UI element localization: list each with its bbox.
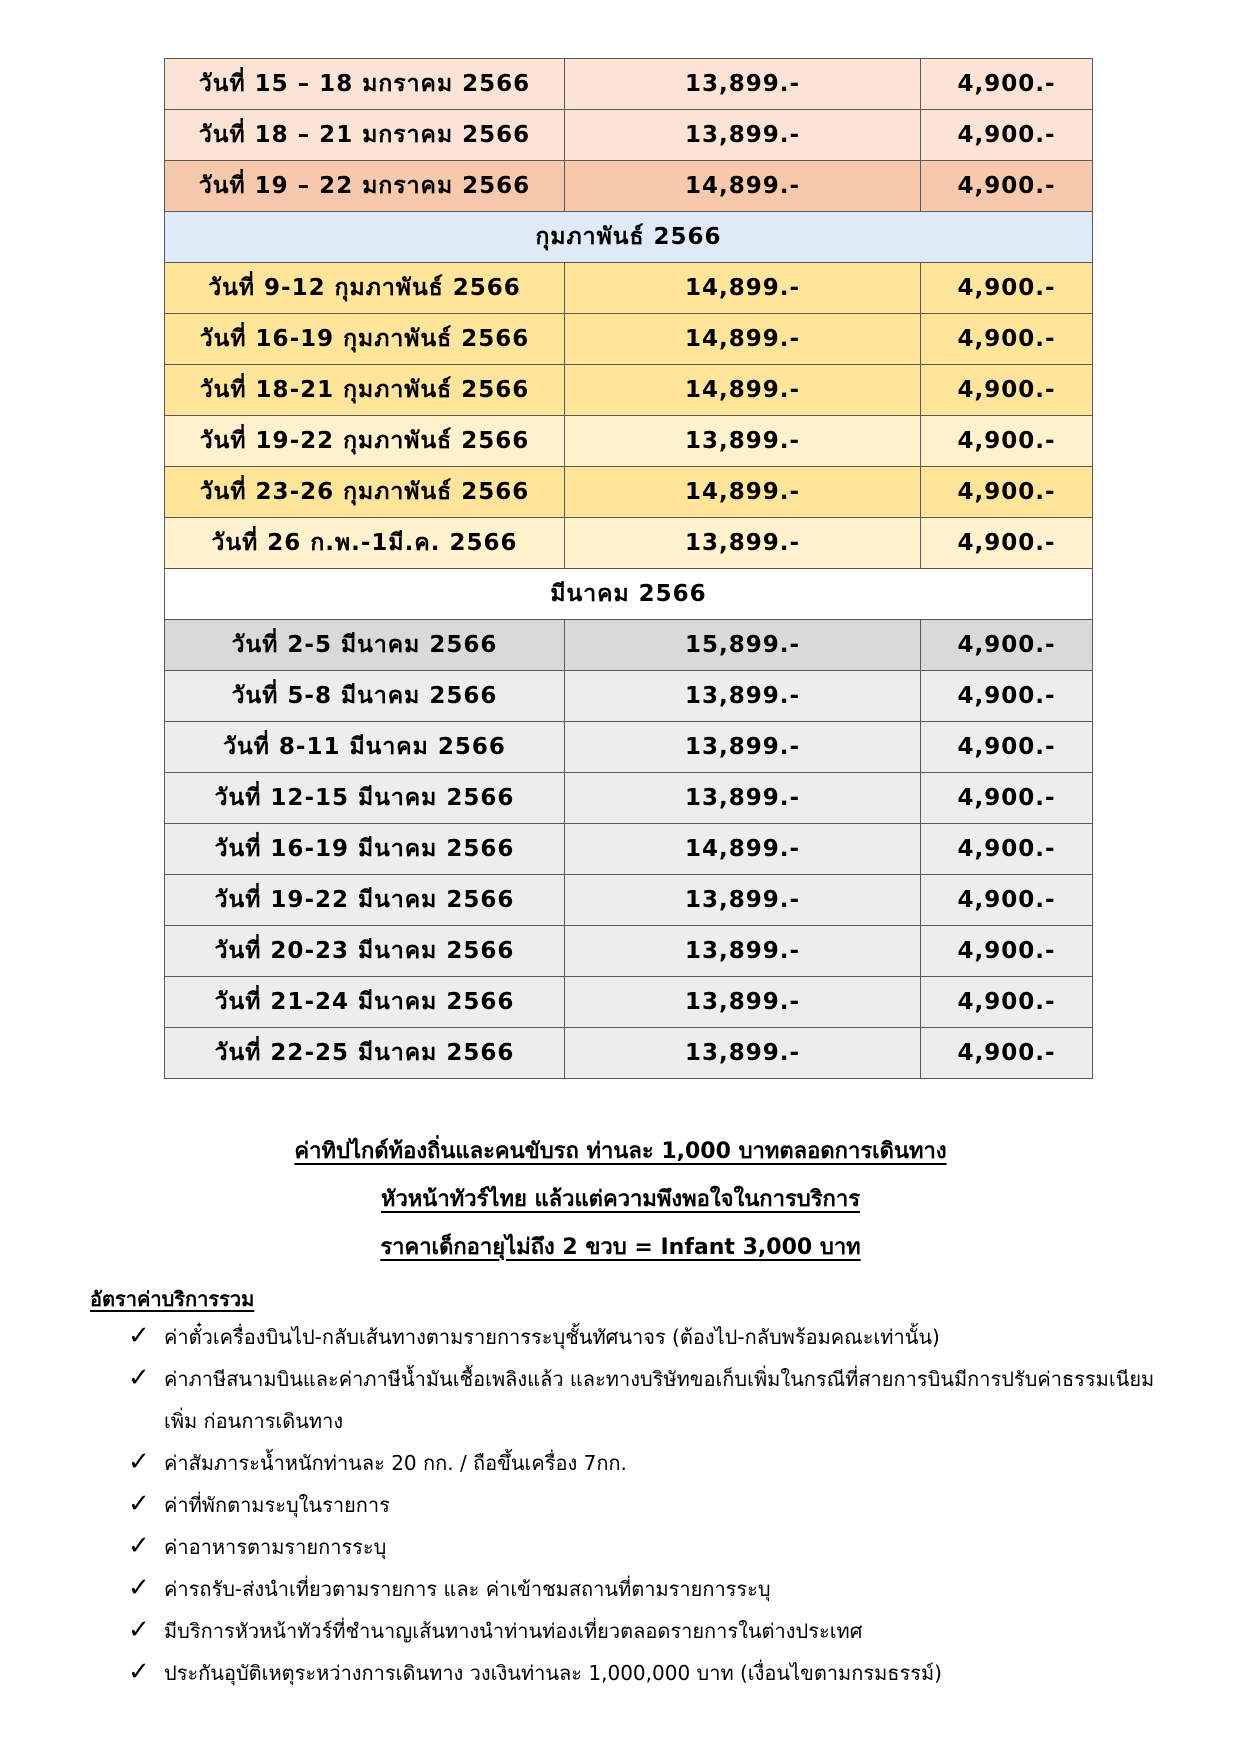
table-row (165, 620, 1093, 671)
list-item: ✓ ประกันอุบัติเหตุระหว่างการเดินทาง วงเงินท่านละ 1,000,000 บาท (เงื่อนไขตามกรมธรรม์) (128, 1652, 1168, 1694)
extra-cell: 4,900.- (921, 263, 1093, 314)
tour-leader-note: หัวหน้าทัวร์ไทย แล้วแต่ความพึงพอใจในการบริการ (380, 1187, 861, 1212)
infant-price-note: ราคาเด็กอายุไม่ถึง 2 ขวบ = Infant 3,000 บาท (380, 1235, 861, 1260)
date-cell: วันที่ 8-11 มีนาคม 2566 (165, 722, 565, 773)
date-cell: วันที่ 19-22 มีนาคม 2566 (165, 875, 565, 926)
extra-cell: 4,900.- (921, 620, 1093, 671)
includes-heading: อัตราค่าบริการรวม (90, 1287, 255, 1311)
table-row (165, 722, 1093, 773)
month-header-row (165, 212, 1093, 263)
date-cell: วันที่ 12-15 มีนาคม 2566 (165, 773, 565, 824)
extra-cell: 4,900.- (921, 467, 1093, 518)
check-icon: ✓ (128, 1447, 150, 1477)
price-cell: 13,899.- (565, 518, 921, 569)
extra-cell: 4,900.- (921, 773, 1093, 824)
table-row (165, 977, 1093, 1028)
table-row (165, 926, 1093, 977)
check-icon: ✓ (128, 1363, 150, 1393)
table-row (165, 365, 1093, 416)
date-cell: วันที่ 9-12 กุมภาพันธ์ 2566 (165, 263, 565, 314)
date-cell: วันที่ 15 – 18 มกราคม 2566 (165, 59, 565, 110)
table-row (165, 1028, 1093, 1079)
extra-cell: 4,900.- (921, 671, 1093, 722)
date-cell: วันที่ 5-8 มีนาคม 2566 (165, 671, 565, 722)
check-icon: ✓ (128, 1531, 150, 1561)
price-cell: 15,899.- (565, 620, 921, 671)
price-cell: 14,899.- (565, 314, 921, 365)
list-item: ✓ ค่ารถรับ-ส่งนำเที่ยวตามรายการ และ ค่าเข้าชมสถานที่ตามรายการระบุ (128, 1568, 1168, 1610)
month-header: กุมภาพันธ์ 2566 (165, 212, 1093, 263)
extra-cell: 4,900.- (921, 722, 1093, 773)
date-cell: วันที่ 19-22 กุมภาพันธ์ 2566 (165, 416, 565, 467)
date-cell: วันที่ 21-24 มีนาคม 2566 (165, 977, 565, 1028)
extra-cell: 4,900.- (921, 59, 1093, 110)
price-cell: 14,899.- (565, 263, 921, 314)
price-cell: 14,899.- (565, 824, 921, 875)
extra-cell: 4,900.- (921, 977, 1093, 1028)
extra-cell: 4,900.- (921, 1028, 1093, 1079)
extra-cell: 4,900.- (921, 110, 1093, 161)
price-cell: 13,899.- (565, 875, 921, 926)
price-cell: 13,899.- (565, 722, 921, 773)
price-table-body (165, 59, 1093, 1079)
extra-cell: 4,900.- (921, 926, 1093, 977)
price-cell: 13,899.- (565, 926, 921, 977)
date-cell: วันที่ 19 – 22 มกราคม 2566 (165, 161, 565, 212)
table-row (165, 263, 1093, 314)
price-cell: 13,899.- (565, 1028, 921, 1079)
table-row (165, 671, 1093, 722)
price-cell: 13,899.- (565, 416, 921, 467)
date-cell: วันที่ 18-21 กุมภาพันธ์ 2566 (165, 365, 565, 416)
list-item: ✓ ค่าอาหารตามรายการระบุ (128, 1526, 1168, 1568)
table-row (165, 467, 1093, 518)
date-cell: วันที่ 20-23 มีนาคม 2566 (165, 926, 565, 977)
table-row (165, 110, 1093, 161)
list-item: ✓ ค่าสัมภาระน้ำหนักท่านละ 20 กก. / ถือขึ้นเครื่อง 7กก. (128, 1442, 1168, 1484)
extra-cell: 4,900.- (921, 365, 1093, 416)
table-row (165, 161, 1093, 212)
date-cell: วันที่ 22-25 มีนาคม 2566 (165, 1028, 565, 1079)
extra-cell: 4,900.- (921, 161, 1093, 212)
price-table (164, 58, 1093, 1079)
table-row (165, 875, 1093, 926)
extra-cell: 4,900.- (921, 518, 1093, 569)
table-row (165, 824, 1093, 875)
price-cell: 13,899.- (565, 671, 921, 722)
list-item: ✓ ค่าตั๋วเครื่องบินไป-กลับเส้นทางตามรายการระบุชั้นทัศนาจร (ต้องไป-กลับพร้อมคณะเท่านั้น) (128, 1316, 1168, 1358)
price-cell: 14,899.- (565, 467, 921, 518)
date-cell: วันที่ 2-5 มีนาคม 2566 (165, 620, 565, 671)
table-row (165, 314, 1093, 365)
check-icon: ✓ (128, 1657, 150, 1687)
includes-list (128, 1316, 1168, 1694)
list-item: ✓ ค่าที่พักตามระบุในรายการ (128, 1484, 1168, 1526)
month-header-row (165, 569, 1093, 620)
check-icon: ✓ (128, 1321, 150, 1351)
price-cell: 13,899.- (565, 110, 921, 161)
price-cell: 13,899.- (565, 977, 921, 1028)
extra-cell: 4,900.- (921, 416, 1093, 467)
price-cell: 14,899.- (565, 161, 921, 212)
date-cell: วันที่ 26 ก.พ.-1มี.ค. 2566 (165, 518, 565, 569)
date-cell: วันที่ 16-19 มีนาคม 2566 (165, 824, 565, 875)
extra-cell: 4,900.- (921, 875, 1093, 926)
table-row (165, 773, 1093, 824)
extra-cell: 4,900.- (921, 824, 1093, 875)
tip-note: ค่าทิปไกด์ท้องถิ่นและคนขับรถ ท่านละ 1,000 บาทตลอดการเดินทาง (294, 1139, 947, 1164)
table-row (165, 518, 1093, 569)
list-item: ✓ ค่าภาษีสนามบินและค่าภาษีน้ำมันเชื้อเพลิงแล้ว และทางบริษัทขอเก็บเพิ่มในกรณีที่สายการบินมีการปรับค่าธรรมเนียมเพิ่ม ก่อนการเดินทาง (128, 1358, 1168, 1442)
date-cell: วันที่ 23-26 กุมภาพันธ์ 2566 (165, 467, 565, 518)
list-item: ✓ มีบริการหัวหน้าทัวร์ที่ชำนาญเส้นทางนำท่านท่องเที่ยวตลอดรายการในต่างประเทศ (128, 1610, 1168, 1652)
table-row (165, 416, 1093, 467)
price-cell: 14,899.- (565, 365, 921, 416)
check-icon: ✓ (128, 1489, 150, 1519)
price-cell: 13,899.- (565, 773, 921, 824)
extra-cell: 4,900.- (921, 314, 1093, 365)
date-cell: วันที่ 16-19 กุมภาพันธ์ 2566 (165, 314, 565, 365)
check-icon: ✓ (128, 1573, 150, 1603)
check-icon: ✓ (128, 1615, 150, 1645)
date-cell: วันที่ 18 – 21 มกราคม 2566 (165, 110, 565, 161)
price-cell: 13,899.- (565, 59, 921, 110)
table-row (165, 59, 1093, 110)
month-header: มีนาคม 2566 (165, 569, 1093, 620)
